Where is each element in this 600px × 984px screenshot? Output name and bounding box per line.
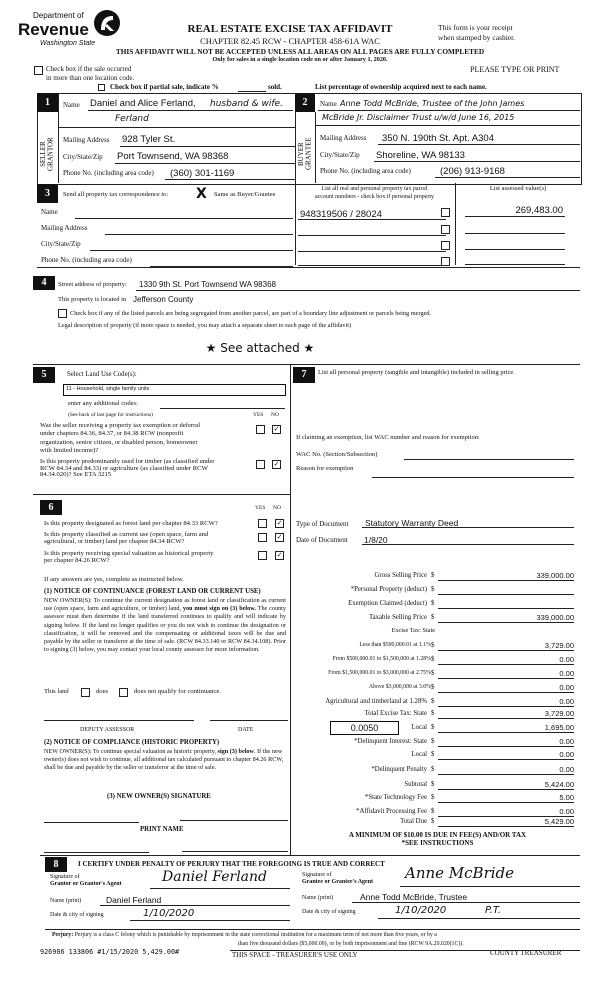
seller-city-value[interactable]: Port Townsend, WA 98368 — [117, 151, 229, 162]
partial-sale-sold: sold. — [268, 83, 282, 91]
currency-symbol: $ — [431, 600, 435, 607]
assessed-header: List assessed value(s) — [489, 185, 547, 192]
notice-compliance-title: (2) NOTICE OF COMPLIANCE (HISTORIC PROPERTY) — [44, 739, 220, 746]
assessed-value-field[interactable] — [465, 233, 565, 234]
tax-row-label: Local — [411, 751, 427, 758]
local-rate-box — [330, 721, 399, 735]
exemption-yes-checkbox[interactable] — [256, 425, 265, 434]
segregated-checkbox[interactable] — [58, 309, 67, 318]
tax-row-label: Gross Selling Price — [374, 572, 427, 579]
tax-row-label: Exemption Claimed (deduct) — [348, 600, 427, 607]
tax-row-value[interactable]: 0.00 — [559, 737, 574, 746]
timber-question — [40, 459, 255, 479]
seller-name-value[interactable]: Daniel and Alice Ferland, — [90, 98, 196, 109]
does-qualify-checkbox[interactable] — [81, 688, 90, 697]
q-line: Was the seller receiving a property tax exemption or deferral — [40, 422, 201, 429]
line — [438, 622, 574, 623]
certify-statement: I CERTIFY UNDER PENALTY OF PERJURY THAT THE FOREGOING IS TRUE AND CORRECT — [78, 860, 385, 868]
doc-type-value[interactable]: Statutory Warranty Deed — [365, 518, 459, 528]
q-line: 84.34.020)? See ETA 3215 — [40, 471, 112, 478]
no-header: NO — [273, 505, 281, 511]
tax-row-value[interactable]: 0.00 — [559, 655, 574, 664]
grantor-date-value[interactable]: 1/10/2020 — [143, 908, 195, 919]
tax-row-value[interactable]: 5,424.00 — [544, 780, 574, 789]
tax-row-label: Above $3,000,000 at 3.0% — [368, 684, 431, 690]
logo-revenue-text: Revenue — [18, 20, 89, 39]
if-yes-note: If any answers are yes, complete as instructed below. — [44, 576, 184, 583]
seller-name-handwritten-2: Ferland — [115, 114, 149, 124]
perjury-label: Perjury: — [52, 932, 74, 938]
tax-row-value[interactable]: 0.00 — [559, 683, 574, 692]
line — [378, 144, 580, 145]
tax-row-label: From $1,500,000.01 to $3,000,000 at 2.75% — [328, 670, 431, 676]
tax-row-label: Subtotal — [404, 781, 427, 788]
grantee-city-value[interactable]: P.T. — [485, 905, 501, 916]
multi-location-label-1: Check box if the sale occurred — [46, 65, 132, 73]
legal-description-label: Legal description of property (if more space is needed, you may attach a separate sheet to each page of the affidavit) — [58, 322, 352, 329]
divider — [37, 267, 580, 268]
divider — [40, 855, 580, 856]
land-use-label: Select Land Use Code(s): — [67, 371, 137, 378]
reason-field[interactable] — [372, 477, 574, 478]
q-line: per chapter 84.26 RCW? — [44, 556, 110, 564]
currency-symbol: $ — [431, 698, 435, 705]
currency-symbol: $ — [431, 586, 435, 593]
currency-symbol: $ — [431, 794, 435, 801]
street-value[interactable]: 1330 9th St. Port Townsend WA 98368 — [139, 280, 276, 289]
notice-compliance-text — [44, 748, 286, 773]
cashier-stamp: 926906 133806 #1/15/2020 5,429.00# — [40, 948, 180, 956]
tax-row-value[interactable]: 0.00 — [559, 669, 574, 678]
perjury-text-2: than five thousand dollars ($5,000.00), or by both imprisonment and fine (RCW 9A.20.020(1C)). — [238, 941, 464, 947]
parcel-number-field[interactable] — [298, 265, 446, 266]
no-header: NO — [271, 412, 279, 418]
deputy-assessor-signature-field[interactable] — [44, 720, 194, 721]
county-value[interactable]: Jefferson County — [133, 295, 194, 304]
buyer-city-value[interactable]: Shoreline, WA 98133 — [376, 150, 465, 161]
line — [438, 650, 574, 651]
doc-date-value[interactable]: 1/8/20 — [364, 535, 388, 545]
does-label: does — [96, 688, 109, 695]
currency-symbol: $ — [431, 614, 435, 621]
additional-codes-field[interactable] — [160, 408, 285, 409]
tax-row-label: Less than $500,000.01 at 1.1% — [359, 642, 431, 648]
text: . If the new owner(s) does not wish to continue, all additional tax calculated pursuant to chapter 84.26 RCW, shall be due and payable by the seller or transferor at the time of sale. — [44, 748, 284, 772]
tax-row-label: Total Excise Tax: State — [364, 710, 427, 717]
seller-name-line-2 — [58, 127, 295, 128]
tax-row-value[interactable]: 0.00 — [559, 807, 574, 816]
divider — [455, 183, 456, 265]
grantor-date-label: Date & city of signing — [50, 912, 104, 918]
divider — [315, 112, 316, 183]
grantee-signature-label-2: Grantee or Grantee's Agent — [302, 879, 374, 885]
wac-field[interactable] — [404, 459, 574, 460]
assessed-value-field[interactable] — [465, 264, 565, 265]
section-2-number: 2 — [295, 93, 315, 112]
tax-row-value[interactable]: 5,429.00 — [544, 817, 574, 826]
correspondence-label: Send all property tax correspondence to: — [63, 191, 169, 198]
currency-symbol: $ — [431, 684, 435, 691]
does-not-label: does not qualify for continuance. — [134, 688, 221, 695]
multi-location-label-2: in more than one location code. — [46, 74, 135, 82]
section-3-number: 3 — [37, 184, 58, 203]
new-owner-signature-label: (3) NEW OWNER(S) SIGNATURE — [107, 793, 211, 800]
current-use-yes-checkbox[interactable] — [258, 533, 267, 542]
logo-dept-text: Department of — [33, 11, 84, 20]
tax-row-value[interactable]: 3,729.00 — [544, 709, 574, 718]
corr-city-label: City/State/Zip — [41, 240, 81, 248]
line — [438, 826, 574, 827]
parcel-number[interactable]: 948319506 / 28024 — [300, 209, 382, 220]
buyer-phone-label: Phone No. (including area code) — [320, 167, 411, 175]
forest-question: Is this property designated as forest land per chapter 84.33 RCW? — [44, 520, 218, 527]
section-4-number: 4 — [33, 276, 55, 290]
text: The county assessor must then determine if the land transferred continues to qualify and will indicate by signing below. If the land no longer qualifies or you do not wish to continue the designation or classification, it will be removed and the compensating or additional taxes will be due and payable by the seller or transferor at the time of sale. (RCW 84.33.140 or RCW 84.34.108). Prior to signing (3) below, you may contact your local county assessor for more information. — [44, 605, 286, 654]
grantor-signature-label-2: Grantor or Grantor's Agent — [50, 881, 122, 887]
new-owner-signature-field[interactable] — [44, 822, 139, 823]
additional-codes-label: enter any additional codes: — [68, 400, 138, 407]
line — [438, 678, 574, 679]
column-divider — [290, 365, 291, 855]
multi-location-checkbox[interactable] — [34, 66, 43, 75]
line — [438, 664, 574, 665]
historic-yes-checkbox[interactable] — [258, 551, 267, 560]
grantee-signature-label-1: Signature of — [302, 872, 332, 878]
line — [120, 146, 295, 147]
partial-sale-checkbox[interactable] — [98, 84, 105, 91]
grantor-signature[interactable]: Daniel Ferland — [162, 869, 268, 885]
corr-address-field[interactable] — [105, 234, 293, 235]
grantee-name-value[interactable]: Anne Todd McBride, Trustee — [360, 892, 468, 902]
divider — [33, 364, 580, 365]
treasurer-space-label: THIS SPACE - TREASURER'S USE ONLY — [232, 951, 358, 959]
assessed-value-field[interactable] — [465, 249, 565, 250]
notice-continuance-title: (1) NOTICE OF CONTINUANCE (FOREST LAND OR CURRENT USE) — [44, 588, 261, 595]
line — [438, 706, 574, 707]
does-not-qualify-checkbox[interactable] — [119, 688, 128, 697]
grantee-date-value[interactable]: 1/10/2020 — [395, 905, 447, 916]
line — [438, 732, 574, 733]
line — [438, 608, 574, 609]
line — [465, 216, 565, 217]
grantee-label: GRANTEE — [304, 137, 313, 171]
grantee-signature[interactable]: Anne McBride — [405, 864, 515, 882]
line — [438, 594, 574, 595]
form-title: REAL ESTATE EXCISE TAX AFFIDAVIT — [187, 23, 393, 35]
line — [438, 692, 574, 693]
current-use-no-checkbox[interactable]: ✓ — [276, 533, 283, 541]
divider — [58, 93, 59, 183]
print-name-label: PRINT NAME — [140, 826, 184, 833]
buyer-grantee-label — [298, 125, 314, 183]
buyer-address-label: Mailing Address — [320, 134, 367, 142]
line — [318, 110, 580, 111]
line — [130, 920, 290, 921]
seller-address-value[interactable]: 928 Tyler St. — [122, 134, 176, 145]
timber-yes-checkbox[interactable] — [256, 460, 265, 469]
exemption-no-checkbox[interactable]: ✓ — [273, 425, 280, 433]
tax-row-value[interactable]: 3,729.00 — [544, 641, 574, 650]
same-as-buyer-mark[interactable]: X — [196, 186, 207, 202]
corr-name-label: Name — [41, 208, 58, 216]
tax-row-value[interactable]: 339,000.00 — [536, 613, 574, 622]
buyer-name-label: Name — [320, 100, 337, 108]
section-8-number: 8 — [45, 857, 67, 872]
text: Perjury is a class C felony which is punishable by imprisonment in the state correctional institution for a maximum term of not more than five years, or by a — [74, 932, 437, 938]
parcel-header-2: account numbers - check box if personal property — [314, 194, 435, 200]
see-back-note: (See back of last page for instructions) — [68, 412, 153, 418]
print-name-field[interactable] — [44, 852, 149, 853]
currency-symbol: $ — [431, 766, 435, 773]
seller-phone-value[interactable]: (360) 301-1169 — [170, 168, 235, 179]
q-line: Is this property predominantly used for timber (as classified under — [40, 458, 215, 465]
text: NEW OWNER(S): To continue the current designation as forest land or classification as current use (open space, farm and agriculture, or timber) land, — [44, 597, 286, 613]
assessed-value[interactable]: 269,483.00 — [515, 205, 563, 216]
logo-state-text: Washington State — [40, 40, 96, 47]
buyer-city-label: City/State/Zip — [320, 151, 360, 159]
currency-symbol: $ — [431, 670, 435, 677]
partial-sale-pct-field[interactable] — [238, 91, 266, 92]
currency-symbol: $ — [431, 642, 435, 649]
tax-row-value[interactable]: 339,000.00 — [536, 571, 574, 580]
line — [315, 125, 580, 126]
line — [438, 759, 574, 760]
q-line: Is this property classified as current use (open space, farm and — [44, 531, 209, 538]
corr-phone-label: Phone No. (including area code) — [41, 256, 132, 264]
currency-symbol: $ — [431, 781, 435, 788]
line — [100, 905, 290, 906]
q-line: organization, senior citizen, or disabled person, homeowner — [40, 438, 198, 446]
please-type-print: PLEASE TYPE OR PRINT — [470, 65, 560, 74]
tax-row-label: *Affidavit Processing Fee — [356, 808, 427, 815]
tax-row-value[interactable]: 5.00 — [559, 793, 574, 802]
grantor-signature-label-1: Signature of — [50, 874, 80, 880]
line — [165, 179, 295, 180]
line — [298, 219, 446, 220]
corr-name-field[interactable] — [75, 218, 293, 219]
land-use-code-value: 11 - Household, single family units — [66, 386, 150, 392]
grantor-label: GRANTOR — [46, 137, 55, 171]
line — [438, 802, 574, 803]
local-rate-value: 0.0050 — [350, 723, 379, 733]
personal-property-checkbox[interactable] — [441, 225, 450, 234]
seller-name-line — [88, 110, 293, 111]
buyer-name-handwritten-2[interactable]: McBride Jr. Disclaimer Trust u/w/d June 16, 2015 — [322, 113, 515, 122]
parcel-number-field[interactable] — [298, 251, 446, 252]
form-warning: THIS AFFIDAVIT WILL NOT BE ACCEPTED UNLESS ALL AREAS ON ALL PAGES ARE FULLY COMPLETED — [115, 47, 485, 56]
tax-row-value[interactable]: 1,695.00 — [544, 723, 574, 732]
parcel-number-field[interactable] — [298, 235, 446, 236]
forest-yes-checkbox[interactable] — [258, 519, 267, 528]
street-label: Street address of property: — [58, 281, 127, 288]
deputy-date-field[interactable] — [210, 720, 288, 721]
text-bold: sign (3) below — [217, 748, 254, 755]
minimum-due-note: A MINIMUM OF $10.00 IS DUE IN FEE(S) AND/OR TAX — [348, 831, 527, 839]
timber-no-checkbox[interactable]: ✓ — [273, 460, 280, 468]
line — [400, 886, 580, 887]
line — [438, 746, 574, 747]
line — [362, 527, 574, 528]
forest-no-checkbox[interactable]: ✓ — [276, 519, 283, 527]
buyer-name-handwritten[interactable]: Anne Todd McBride, Trustee of the John James — [340, 99, 525, 108]
parcel-header-1: List all real and personal property tax parcel — [321, 186, 428, 192]
same-as-buyer-label: Same as Buyer/Grantee — [214, 191, 276, 198]
yes-header: YES — [253, 412, 264, 418]
grantor-name-value[interactable]: Daniel Ferland — [106, 895, 162, 905]
line — [435, 177, 580, 178]
form-chapter: CHAPTER 82.45 RCW - CHAPTER 458-61A WAC — [200, 36, 380, 46]
personal-property-checkbox[interactable] — [441, 241, 450, 250]
text: NEW OWNER(S): To continue special valuation as historic property, — [44, 748, 218, 755]
wac-label: WAC No. (Section/Subsection) — [296, 451, 378, 458]
tax-row-label: From $500,000.01 to $1,500,000 at 1.28% — [332, 656, 431, 662]
currency-symbol: $ — [431, 572, 435, 579]
tax-row-label: *Personal Property (deduct) — [350, 586, 427, 593]
ownership-pct-note: List percentage of ownership acquired next to each name. — [315, 83, 487, 91]
grantor-name-label: Name (print) — [50, 898, 82, 904]
divider — [45, 929, 580, 930]
personal-property-checkbox[interactable] — [441, 257, 450, 266]
print-name-field[interactable] — [182, 851, 288, 852]
divider — [33, 494, 290, 495]
section-1-number: 1 — [37, 93, 58, 112]
current-use-question — [44, 532, 208, 545]
line — [438, 718, 574, 719]
q-line: under chapters 84.36, 84.37, or 84.38 RCW (nonprofit — [40, 430, 184, 438]
currency-symbol: $ — [431, 710, 435, 717]
seller-city-label: City/State/Zip — [63, 153, 103, 161]
doc-date-label: Date of Document — [296, 536, 348, 544]
corr-city-field[interactable] — [90, 250, 293, 251]
seller-name-label: Name — [63, 101, 80, 109]
line — [362, 544, 574, 545]
text-bold: you must sign on (3) below. — [182, 605, 256, 613]
historic-question — [44, 551, 214, 564]
currency-symbol: $ — [431, 751, 435, 758]
line — [438, 789, 574, 790]
section-6-number: 6 — [40, 500, 62, 515]
doc-type-label: Type of Document — [296, 520, 349, 528]
tax-row-label: Agricultural and timberland at 1.28% — [325, 698, 427, 705]
receipt-note-2: when stamped by cashier. — [438, 33, 516, 42]
divider — [295, 183, 296, 265]
excise-state-label: Excise Tax: State — [391, 627, 435, 634]
q-line: RCW 84.34 and 84.33) or agriculture (as classified under RCW — [40, 464, 208, 472]
buyer-address-value[interactable]: 350 N. 190th St. Apt. A304 — [382, 133, 494, 144]
seller-address-label: Mailing Address — [63, 136, 110, 144]
personal-property-checkbox[interactable] — [441, 208, 450, 217]
seller-grantor-label — [40, 125, 56, 183]
personal-property-label: List all personal property (tangible and intangible) included in selling price. — [318, 369, 515, 376]
new-owner-signature-field[interactable] — [180, 820, 288, 821]
tax-row-label: *Delinquent Interest: State — [354, 738, 427, 745]
seller-phone-label: Phone No. (including area code) — [63, 169, 154, 177]
see-instructions-note: *SEE INSTRUCTIONS — [401, 839, 474, 847]
buyer-phone-value[interactable]: (206) 913-9168 — [440, 166, 505, 177]
exemption-claim-label: If claiming an exemption, list WAC number and reason for exemption: — [296, 434, 480, 441]
section-5-number: 5 — [33, 367, 55, 383]
currency-symbol: $ — [431, 738, 435, 745]
q-line: agricultural, or timber) land per chapter 84.34 RCW? — [44, 537, 185, 545]
tax-row-label: Taxable Selling Price — [368, 614, 427, 621]
located-label: This property is located in — [58, 296, 127, 303]
tax-row-value[interactable]: 0.00 — [559, 697, 574, 706]
land-use-code-select[interactable] — [63, 384, 286, 396]
this-land-label: This land — [44, 688, 69, 695]
deputy-assessor-label: DEPUTY ASSESSOR — [80, 727, 135, 733]
perjury-text-1 — [52, 933, 437, 939]
line — [136, 290, 580, 291]
section-7-number: 7 — [293, 367, 315, 383]
segregated-label: Check box if any of the listed parcels are being segregated from another parcel, are part of a boundary line adjustment or parcels being merged. — [70, 310, 432, 317]
notice-continuance-text — [44, 597, 286, 654]
receipt-note-1: This form is your receipt — [438, 23, 513, 32]
tax-row-label: Local — [411, 724, 427, 731]
date-label: DATE — [238, 727, 254, 733]
line — [374, 161, 580, 162]
tax-row-label: *Delinquent Penalty — [371, 766, 427, 773]
line — [378, 918, 580, 919]
historic-no-checkbox[interactable]: ✓ — [276, 551, 283, 559]
partial-sale-label: Check box if partial sale, indicate % — [110, 83, 219, 91]
tax-row-label: *State Technology Fee — [364, 794, 427, 801]
currency-symbol: $ — [431, 656, 435, 663]
seller-name-handwritten: husband & wife. — [210, 99, 283, 109]
grantee-date-label: Date & city of signing — [302, 909, 356, 915]
currency-symbol: $ — [431, 808, 435, 815]
q-line: Is this property receiving special valuation as historical property — [44, 550, 214, 557]
currency-symbol: $ — [431, 818, 435, 825]
q-line: with limited income)? — [40, 446, 99, 454]
yes-header: YES — [255, 505, 266, 511]
tax-row-value[interactable]: 0.00 — [559, 765, 574, 774]
currency-symbol: $ — [431, 724, 435, 731]
reason-label: Reason for exemption — [296, 465, 354, 472]
line — [150, 888, 290, 889]
grantee-name-label: Name (print) — [302, 895, 334, 901]
county-treasurer-label: COUNTY TREASURER — [490, 949, 562, 957]
corr-address-label: Mailing Address — [41, 224, 88, 232]
tax-row-value[interactable]: 0.00 — [559, 750, 574, 759]
form-only-for: Only for sales in a single location code on or after January 1, 2020. — [212, 56, 388, 63]
legal-description-handwritten[interactable]: ★ See attached ★ — [205, 341, 315, 355]
seller-label: SELLER — [39, 141, 47, 167]
line — [115, 163, 295, 164]
line — [438, 774, 574, 775]
tax-row-label: Total Due — [400, 818, 427, 825]
line — [352, 902, 580, 903]
exemption-question — [40, 422, 255, 455]
buyer-label: BUYER — [297, 142, 305, 166]
line — [438, 580, 574, 581]
